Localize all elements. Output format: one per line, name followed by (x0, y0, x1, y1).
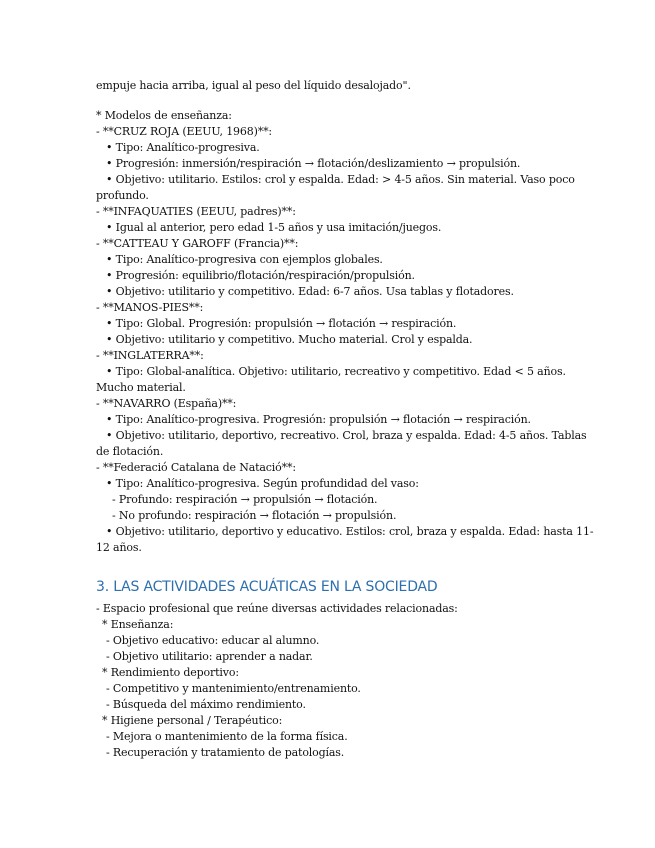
model-bullet: • Tipo: Global-analítica. Objetivo: utilitario, recreativo y competitivo. Edad < 5 años. (106, 365, 566, 378)
model-heading-federacio-catalana: - **Federació Catalana de Natació**: (96, 461, 296, 474)
section-subitem: - Objetivo utilitario: aprender a nadar. (106, 650, 313, 663)
model-bullet: • Objetivo: utilitario, deportivo, recreativo. Crol, braza y espalda. Edad: 4-5 años. Tablas (106, 429, 587, 442)
model-bullet: • Objetivo: utilitario, deportivo y educativo. Estilos: crol, braza y espalda. Edad: hasta 11- (106, 525, 594, 538)
model-bullet-continuation: 12 años. (96, 541, 142, 554)
section-subitem: - Objetivo educativo: educar al alumno. (106, 634, 320, 647)
model-bullet: • Progresión: inmersión/respiración → flotación/deslizamiento → propulsión. (106, 157, 521, 170)
model-bullet: • Objetivo: utilitario y competitivo. Mucho material. Crol y espalda. (106, 333, 473, 346)
model-bullet: • Tipo: Analítico-progresiva. (106, 141, 260, 154)
models-title: * Modelos de enseñanza: (96, 109, 232, 122)
section-subitem: - Búsqueda del máximo rendimiento. (106, 698, 306, 711)
section-subitem: - Mejora o mantenimiento de la forma física. (106, 730, 348, 743)
model-bullet: • Tipo: Analítico-progresiva. Progresión: propulsión → flotación → respiración. (106, 413, 531, 426)
model-heading-manos-pies: - **MANOS-PIES**: (96, 301, 204, 314)
model-bullet: • Objetivo: utilitario. Estilos: crol y espalda. Edad: > 4-5 años. Sin material. Vaso poco (106, 173, 575, 186)
model-heading-catteau-garoff: - **CATTEAU Y GAROFF (Francia)**: (96, 237, 299, 250)
model-bullet: • Progresión: equilibrio/flotación/respiración/propulsión. (106, 269, 415, 282)
section-category: * Enseñanza: (102, 618, 174, 631)
section-subitem: - Recuperación y tratamiento de patologías. (106, 746, 345, 759)
model-bullet-continuation: Mucho material. (96, 381, 186, 394)
model-heading-infaquaties: - **INFAQUATIES (EEUU, padres)**: (96, 205, 296, 218)
model-bullet: • Tipo: Analítico-progresiva. Según profundidad del vaso: (106, 477, 419, 490)
section-heading: 3. LAS ACTIVIDADES ACUÁTICAS EN LA SOCIEDAD (96, 579, 438, 595)
model-subitem: - Profundo: respiración → propulsión → flotación. (112, 493, 378, 506)
continuation-text: empuje hacia arriba, igual al peso del líquido desalojado". (96, 79, 411, 92)
model-subitem: - No profundo: respiración → flotación → propulsión. (112, 509, 397, 522)
section-intro: - Espacio profesional que reúne diversas actividades relacionadas: (96, 602, 458, 615)
section-category: * Rendimiento deportivo: (102, 666, 239, 679)
model-bullet-continuation: de flotación. (96, 445, 164, 458)
section-category: * Higiene personal / Terapéutico: (102, 714, 283, 727)
section-subitem: - Competitivo y mantenimiento/entrenamiento. (106, 682, 361, 695)
model-bullet: • Tipo: Global. Progresión: propulsión → flotación → respiración. (106, 317, 457, 330)
model-heading-cruz-roja: - **CRUZ ROJA (EEUU, 1968)**: (96, 125, 272, 138)
model-bullet: • Tipo: Analítico-progresiva con ejemplos globales. (106, 253, 383, 266)
model-bullet: • Objetivo: utilitario y competitivo. Edad: 6-7 años. Usa tablas y flotadores. (106, 285, 514, 298)
model-bullet: • Igual al anterior, pero edad 1-5 años y usa imitación/juegos. (106, 221, 442, 234)
model-heading-inglaterra: - **INGLATERRA**: (96, 349, 204, 362)
model-bullet-continuation: profundo. (96, 189, 149, 202)
model-heading-navarro: - **NAVARRO (España)**: (96, 397, 237, 410)
